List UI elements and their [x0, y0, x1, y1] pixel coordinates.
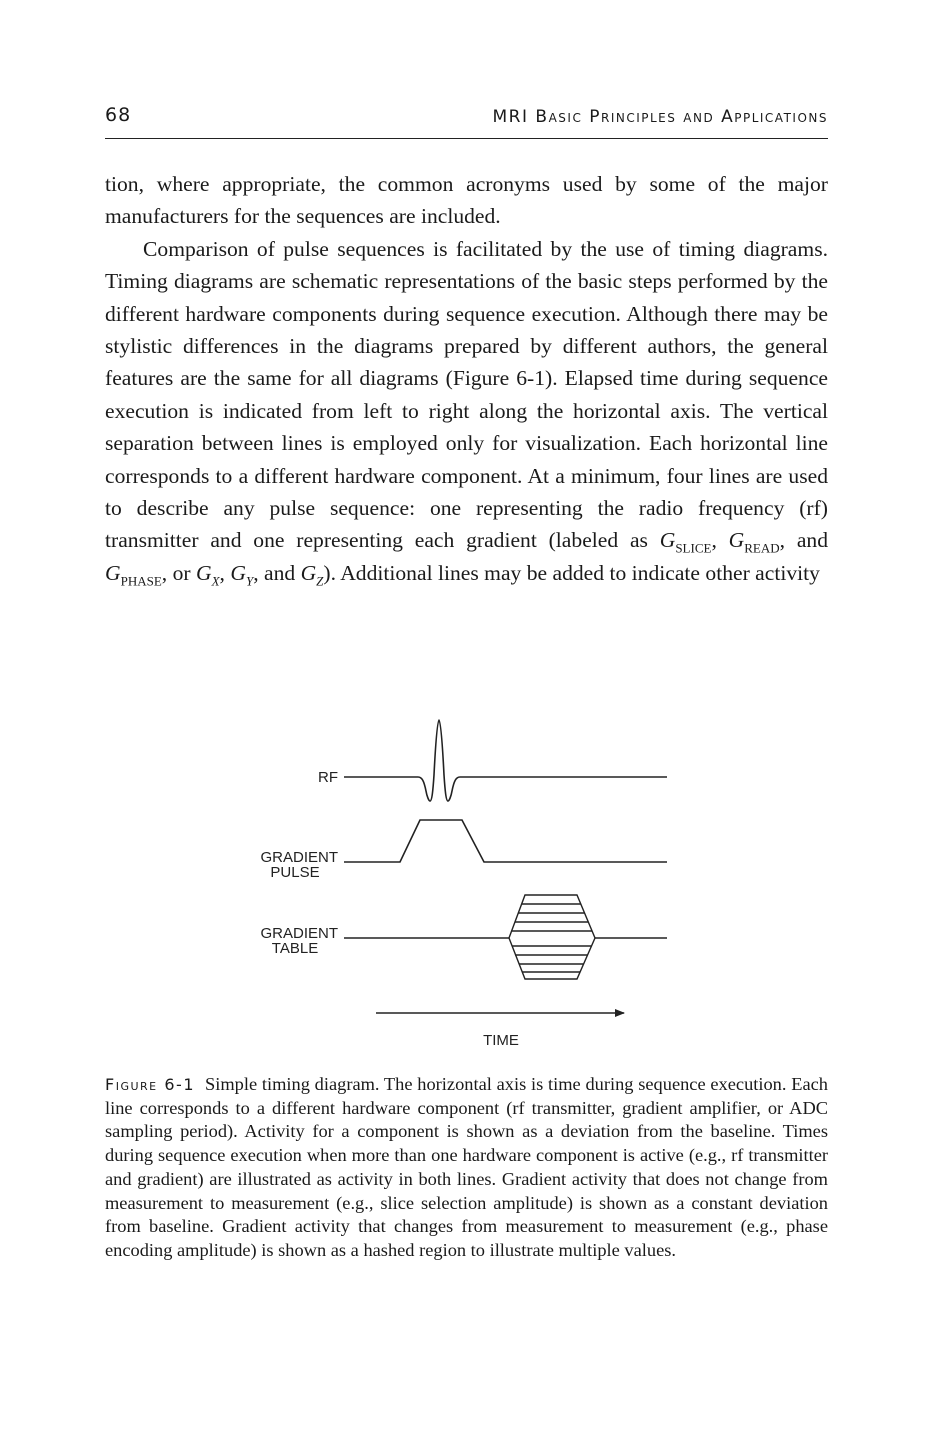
g-x-subscript-letter: X [211, 573, 220, 589]
g-read-subscript: READ [744, 540, 780, 556]
gradient-pulse-label-line2: PULSE [270, 864, 320, 881]
running-header [105, 100, 828, 139]
g-y-symbol: G [230, 560, 246, 585]
gradient-table-label-line2: TABLE [271, 940, 319, 957]
time-label: TIME [483, 1032, 519, 1049]
separator: , [711, 528, 729, 553]
paragraph-2 [105, 233, 828, 589]
g-x-symbol: G [195, 560, 212, 585]
g-y-subscript-letter: Y [245, 573, 254, 589]
separator: , or [161, 560, 196, 585]
paragraph-2-tail: ). Additional lines may be added to indicate other activity [323, 560, 820, 585]
g-slice-symbol: G [659, 528, 676, 553]
body-text [105, 168, 828, 589]
rf-label: RF [318, 769, 338, 786]
paragraph-2-main: Comparison of pulse sequences is facilitated by the use of timing diagrams. Timing diagrams are schematic representations of the basic steps performed by the different hardware components during sequence execution. Although there may be stylistic differences in the diagrams prepared by different authors, the general features are the same for all diagrams (Figure 6-1). Elapsed time during sequence execution is indicated from left to right along the horizontal axis. The vertical separation between lines is employed only for visualization. Each horizontal line corresponds to a different hardware component. At a minimum, four lines are used to describe any pulse sequence: one representing the radio frequency (rf) transmitter and one representing each gradient (labeled as [105, 236, 828, 553]
caption-label: Figure 6-1 [105, 1075, 195, 1094]
g-slice-subscript: SLICE [675, 540, 712, 556]
timing-diagram [240, 715, 680, 1055]
phase-encoding-table [509, 895, 595, 979]
page-number: 68 [105, 104, 132, 126]
paragraph-1: tion, where appropriate, the common acronyms used by some of the major manufacturers for the sequences are included. [105, 172, 828, 229]
g-phase-symbol: G [105, 560, 121, 585]
gradient-pulse-label-line1: GRADIENT [260, 849, 338, 866]
gradient-pulse-waveform [344, 820, 667, 862]
g-read-symbol: G [728, 528, 745, 553]
g-phase-subscript: PHASE [120, 573, 162, 589]
figure-caption [105, 1073, 828, 1263]
caption-text: Simple timing diagram. The horizontal axis is time during sequence execution. Each line corresponds to a different hardware component (rf transmitter, gradient amplifier, or ADC sampling period). Activity for a component is shown as a deviation from the baseline. Times during sequence execution when more than one hardware component is active (e.g., rf transmitter and gradient) are illustrated as activity in both lines. Gradient activity that does not change from measurement to measurement (e.g., slice selection amplitude) is shown as a constant deviation from baseline. Gradient activity that changes from measurement to measurement (e.g., phase encoding amplitude) is shown as a hashed region to illustrate multiple values. [105, 1074, 828, 1260]
g-x-subscript [212, 573, 220, 588]
timing-diagram-figure [240, 715, 680, 1055]
rf-waveform [344, 720, 667, 801]
g-z-symbol: G [300, 560, 317, 585]
gradient-table-label-line1: GRADIENT [260, 925, 338, 942]
g-z-subscript-letter: Z [316, 573, 324, 589]
separator: , [219, 560, 231, 585]
separator: , and [779, 528, 829, 553]
separator: , and [253, 560, 301, 585]
running-head-title: MRI Basic Principles and Applications [492, 107, 828, 127]
